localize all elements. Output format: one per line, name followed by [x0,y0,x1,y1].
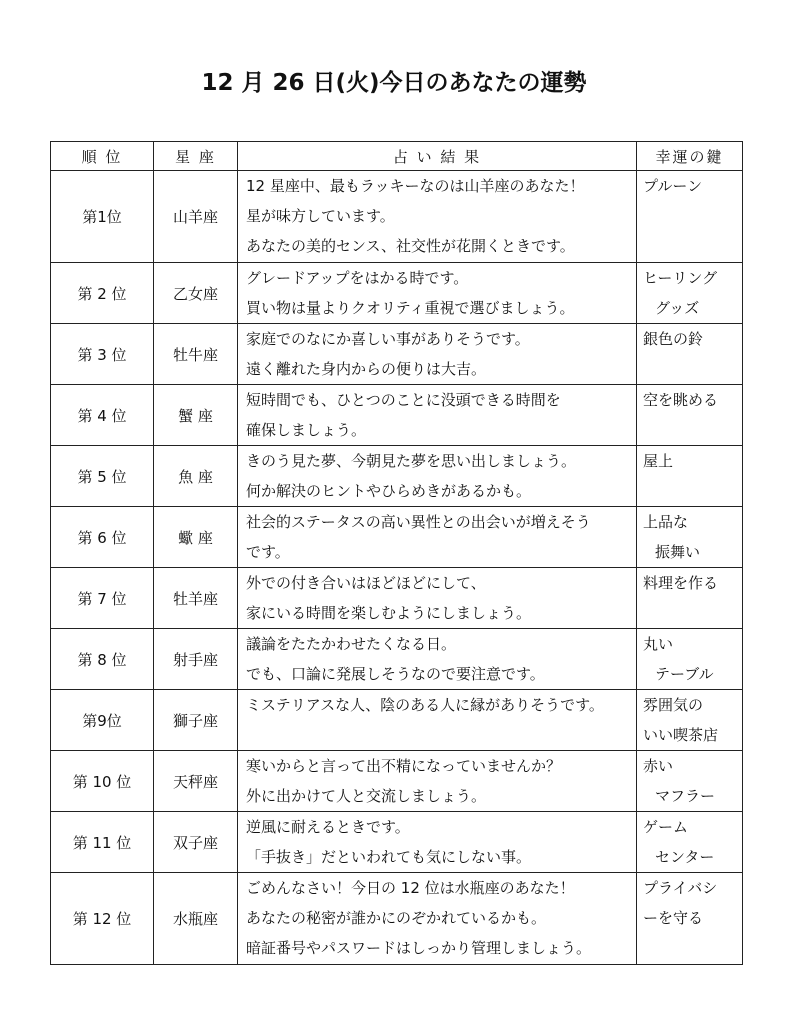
rank-cell: 第 10 位 [51,751,154,812]
table-row [51,629,743,690]
result-cell [238,507,637,568]
table-row [51,812,743,873]
rank-cell: 第 8 位 [51,629,154,690]
table-row [51,568,743,629]
result-line: あなたの美的センス、社交性が花開くときです。 [246,237,575,255]
lucky-key-line: ヒーリング [643,269,718,287]
result-line: ごめんなさい！今日の 12 位は水瓶座のあなた！ [246,879,575,897]
sign-cell: 獅子座 [154,690,238,751]
result-line: 暗証番号やパスワードはしっかり管理しましょう。 [246,939,592,957]
result-line: グレードアップをはかる時です。 [246,269,469,287]
lucky-key-line: グッズ [655,299,700,317]
lucky-key-cell [637,629,743,690]
lucky-key-cell [637,171,743,263]
lucky-key-line: 料理を作る [643,574,719,592]
horoscope-table [50,141,743,965]
result-line: 星が味方しています。 [246,207,395,225]
rank-cell: 第1位 [51,171,154,263]
lucky-key-line: プライバシ [643,879,718,897]
result-line: 「手抜き」だといわれても気にしない事。 [246,848,532,866]
result-line: 短時間でも、ひとつのことに没頭できる時間を [246,391,561,409]
lucky-key-cell [637,263,743,324]
lucky-key-line: 丸い [643,635,674,653]
lucky-key-cell [637,385,743,446]
result-line: 外での付き合いはほどほどにして、 [246,574,486,592]
result-cell [238,629,637,690]
table-row [51,324,743,385]
header-row [51,142,743,171]
result-line: 12 星座中、最もラッキーなのは山羊座のあなた！ [246,177,585,195]
rank-cell: 第 5 位 [51,446,154,507]
lucky-key-line: 銀色の鈴 [643,330,704,348]
sign-cell: 牡羊座 [154,568,238,629]
lucky-key-cell [637,751,743,812]
result-cell [238,690,637,751]
result-cell [238,446,637,507]
lucky-key-line: 空を眺める [643,391,719,409]
header-rank: 順 位 [51,142,154,171]
rank-cell: 第9位 [51,690,154,751]
sign-cell: 射手座 [154,629,238,690]
lucky-key-line: ゲーム [643,818,689,836]
result-line: 遠く離れた身内からの便りは大吉。 [246,360,487,378]
rank-cell: 第 3 位 [51,324,154,385]
result-line: 買い物は量よりクオリティ重視で選びましょう。 [246,299,575,317]
lucky-key-cell [637,873,743,965]
lucky-key-line: ーを守る [643,909,704,927]
header-key: 幸運の鍵 [637,142,743,171]
table-row [51,873,743,965]
table-row [51,751,743,812]
rank-cell: 第 7 位 [51,568,154,629]
lucky-key-line: プルーン [643,177,703,195]
result-cell [238,873,637,965]
result-line: 家庭でのなにか喜しい事がありそうです。 [246,330,530,348]
result-cell [238,751,637,812]
result-line: 何か解決のヒントやひらめきがあるかも。 [246,482,532,500]
lucky-key-line: センター [655,848,715,866]
result-line: です。 [246,543,290,561]
lucky-key-line: 雰囲気の [643,696,704,714]
lucky-key-cell [637,324,743,385]
lucky-key-line: 上品な [643,513,689,531]
result-line: 寒いからと言って出不精になっていませんか？ [246,757,562,775]
header-result: 占 い 結 果 [238,142,637,171]
table-row [51,690,743,751]
sign-cell: 魚 座 [154,446,238,507]
sign-cell: 山羊座 [154,171,238,263]
result-line: あなたの秘密が誰かにのぞかれているかも。 [246,909,547,927]
lucky-key-line: いい喫茶店 [643,726,719,744]
lucky-key-line: 屋上 [643,452,674,470]
result-cell [238,171,637,263]
result-cell [238,263,637,324]
rank-cell: 第 2 位 [51,263,154,324]
lucky-key-cell [637,446,743,507]
result-line: ミステリアスな人、陰のある人に縁がありそうです。 [246,696,604,714]
table-row [51,507,743,568]
result-cell [238,385,637,446]
table-row [51,171,743,263]
result-line: 確保しましょう。 [246,421,367,439]
rank-cell: 第 12 位 [51,873,154,965]
result-line: 社会的ステータスの高い異性との出会いが増えそう [246,513,591,531]
result-line: きのう見た夢、今朝見た夢を思い出しましょう。 [246,452,577,470]
lucky-key-cell [637,690,743,751]
result-cell [238,324,637,385]
result-line: でも、口論に発展しそうなので要注意です。 [246,665,545,683]
table-row [51,385,743,446]
result-line: 家にいる時間を楽しむようにしましょう。 [246,604,532,622]
rank-cell: 第 4 位 [51,385,154,446]
result-line: 外に出かけて人と交流しましょう。 [246,787,487,805]
header-sign: 星 座 [154,142,238,171]
page-title: 12 月 26 日(火)今日のあなたの運勢 [201,70,587,96]
table-row [51,263,743,324]
lucky-key-cell [637,812,743,873]
lucky-key-cell [637,507,743,568]
result-line: 議論をたたかわせたくなる日。 [246,635,457,653]
rank-cell: 第 11 位 [51,812,154,873]
sign-cell: 天秤座 [154,751,238,812]
lucky-key-line: マフラー [655,787,716,805]
lucky-key-cell [637,568,743,629]
sign-cell: 双子座 [154,812,238,873]
lucky-key-line: 赤い [643,757,674,775]
lucky-key-line: テーブル [655,665,714,683]
sign-cell: 牡牛座 [154,324,238,385]
sign-cell: 乙女座 [154,263,238,324]
result-cell [238,812,637,873]
sign-cell: 蠍 座 [154,507,238,568]
result-cell [238,568,637,629]
table-row [51,446,743,507]
lucky-key-line: 振舞い [655,543,701,561]
rank-cell: 第 6 位 [51,507,154,568]
sign-cell: 水瓶座 [154,873,238,965]
sign-cell: 蟹 座 [154,385,238,446]
result-line: 逆風に耐えるときです。 [246,818,410,836]
